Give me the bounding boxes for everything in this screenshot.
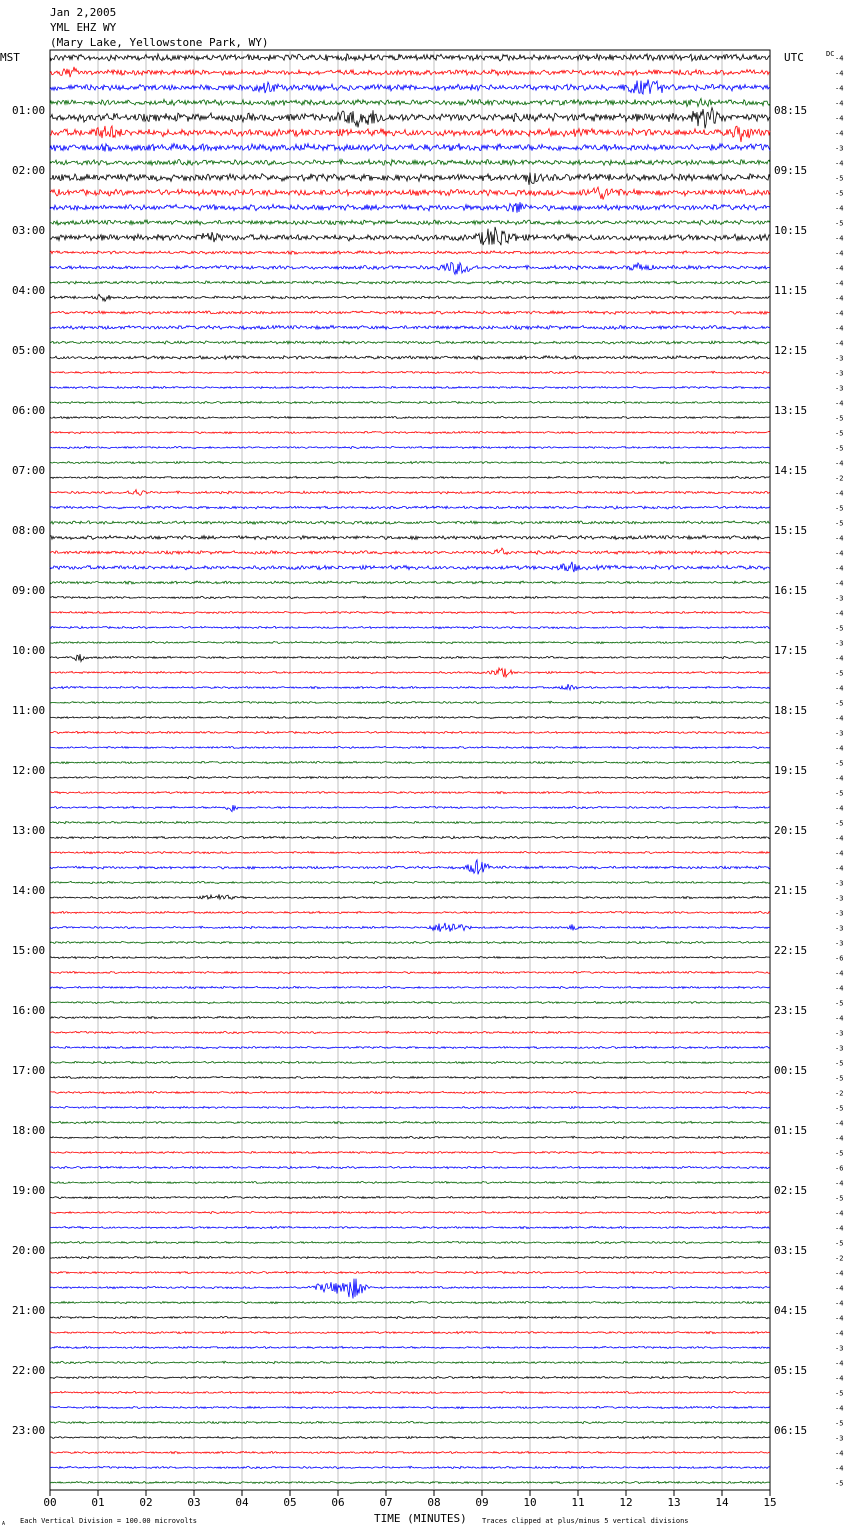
trace-line — [50, 159, 770, 165]
trace-line — [50, 581, 770, 584]
x-tick-label: 11 — [571, 1496, 585, 1509]
dc-offset-label: -5 — [835, 999, 844, 1008]
trace-line — [50, 923, 770, 932]
trace-line — [50, 716, 770, 718]
dc-offset-label: -2 — [835, 474, 844, 483]
trace-line — [50, 562, 770, 572]
dc-offset-label: -4 — [835, 309, 844, 318]
trace-line — [50, 596, 770, 598]
mst-hour-label: 06:00 — [12, 404, 46, 417]
dc-offset-label: -4 — [835, 459, 844, 468]
trace-line — [50, 684, 770, 690]
dc-offset-label: -4 — [835, 654, 844, 663]
dc-offset-label: -4 — [835, 1404, 844, 1413]
trace-line — [50, 911, 770, 913]
dc-offset-label: -4 — [835, 1299, 844, 1308]
dc-label: DC — [826, 50, 835, 58]
trace-line — [50, 1421, 770, 1423]
corner-mark: A — [2, 1521, 6, 1527]
mst-hour-label: 16:00 — [12, 1004, 46, 1017]
mst-hour-label: 13:00 — [12, 824, 46, 837]
trace-line — [50, 1061, 770, 1063]
trace-line — [50, 1301, 770, 1303]
trace-line — [50, 761, 770, 763]
dc-offset-label: -4 — [835, 129, 844, 138]
dc-offset-label: -3 — [835, 639, 844, 648]
trace-line — [50, 1436, 770, 1438]
scale-note: Each Vertical Division = 100.00 microvolts — [20, 1517, 198, 1525]
dc-offset-label: -4 — [835, 1269, 844, 1278]
mst-hour-label: 01:00 — [12, 104, 46, 117]
dc-offset-label: -3 — [835, 924, 844, 933]
mst-hour-label: 18:00 — [12, 1124, 46, 1137]
dc-offset-label: -5 — [835, 504, 844, 513]
trace-line — [50, 791, 770, 793]
dc-offset-label: -2 — [835, 1254, 844, 1263]
dc-offset-label: -5 — [835, 759, 844, 768]
x-tick-label: 07 — [379, 1496, 393, 1509]
dc-offset-label: -3 — [835, 1029, 844, 1038]
dc-offset-label: -5 — [835, 1059, 844, 1068]
trace-line — [50, 1361, 770, 1363]
trace-line — [50, 1031, 770, 1033]
trace-line — [50, 490, 770, 496]
trace-line — [50, 1001, 770, 1003]
dc-offset-label: -3 — [835, 879, 844, 888]
dc-offset-label: -5 — [835, 1149, 844, 1158]
dc-offset-label: -5 — [835, 219, 844, 228]
trace-line — [50, 1346, 770, 1348]
dc-offset-label: -4 — [835, 1134, 844, 1143]
utc-hour-label: 13:15 — [774, 404, 808, 417]
header-block — [50, 6, 269, 49]
mst-hour-label: 17:00 — [12, 1064, 46, 1077]
utc-hour-label: 14:15 — [774, 464, 808, 477]
dc-offset-label: -4 — [835, 69, 844, 78]
header-date: Jan 2,2005 — [50, 6, 117, 19]
dc-offset-label: -4 — [835, 204, 844, 213]
utc-hour-label: 05:15 — [774, 1364, 808, 1377]
dc-offset-label: -4 — [835, 1464, 844, 1473]
x-tick-label: 15 — [763, 1496, 777, 1509]
dc-offset-label: -6 — [835, 1164, 844, 1173]
dc-offset-label: -6 — [835, 954, 844, 963]
dc-offset-label: -4 — [835, 534, 844, 543]
trace-line — [50, 1316, 770, 1318]
trace-line — [50, 416, 770, 418]
dc-offset-label: -4 — [835, 849, 844, 858]
dc-offset-label: -4 — [835, 1014, 844, 1023]
trace-line — [50, 701, 770, 703]
dc-offset-label: -3 — [835, 1434, 844, 1443]
dc-offset-labels — [835, 55, 843, 1488]
trace-line — [50, 956, 770, 958]
x-tick-label: 06 — [331, 1496, 345, 1509]
trace-line — [50, 326, 770, 330]
dc-offset-label: -5 — [835, 429, 844, 438]
trace-line — [50, 776, 770, 778]
dc-offset-label: -5 — [835, 1194, 844, 1203]
dc-offset-label: -4 — [835, 264, 844, 273]
trace-line — [50, 1151, 770, 1153]
trace-line — [50, 446, 770, 448]
dc-offset-label: -3 — [835, 729, 844, 738]
dc-offset-label: -4 — [835, 564, 844, 573]
mst-hour-label: 07:00 — [12, 464, 46, 477]
x-axis-title: TIME (MINUTES) — [374, 1512, 467, 1525]
utc-hour-label: 18:15 — [774, 704, 808, 717]
trace-line — [50, 836, 770, 839]
dc-offset-label: -4 — [835, 114, 844, 123]
utc-hour-label: 02:15 — [774, 1184, 808, 1197]
trace-line — [50, 1466, 770, 1468]
utc-hour-label: 06:15 — [774, 1424, 808, 1437]
dc-offset-label: -4 — [835, 99, 844, 108]
mst-hour-label: 23:00 — [12, 1424, 46, 1437]
trace-line — [50, 1391, 770, 1393]
trace-line — [50, 1181, 770, 1183]
mst-hour-label: 11:00 — [12, 704, 46, 717]
dc-offset-label: -3 — [835, 894, 844, 903]
dc-offset-label: -4 — [835, 489, 844, 498]
trace-line — [50, 1376, 770, 1378]
mst-hour-label: 09:00 — [12, 584, 46, 597]
trace-line — [50, 263, 770, 275]
mst-hour-label: 02:00 — [12, 164, 46, 177]
header-location: (Mary Lake, Yellowstone Park, WY) — [50, 36, 269, 49]
dc-offset-label: -5 — [835, 174, 844, 183]
utc-hour-labels — [774, 104, 807, 1437]
dc-offset-label: -4 — [835, 54, 844, 63]
utc-hour-label: 22:15 — [774, 944, 808, 957]
dc-offset-label: -4 — [835, 714, 844, 723]
x-axis-ticks — [43, 1490, 776, 1509]
dc-offset-label: -4 — [835, 1329, 844, 1338]
utc-hour-label: 04:15 — [774, 1304, 808, 1317]
trace-line — [50, 461, 770, 463]
utc-hour-label: 21:15 — [774, 884, 808, 897]
trace-line — [50, 1091, 770, 1093]
plot-frame — [50, 50, 770, 1490]
trace-line — [50, 202, 770, 213]
dc-offset-label: -4 — [835, 249, 844, 258]
dc-offset-label: -5 — [835, 189, 844, 198]
trace-line — [50, 173, 770, 185]
trace-line — [50, 143, 770, 151]
utc-hour-label: 08:15 — [774, 104, 808, 117]
trace-line — [50, 654, 770, 661]
trace-line — [50, 821, 770, 823]
clip-note: Traces clipped at plus/minus 5 vertical divisions — [482, 1517, 689, 1525]
dc-offset-label: -4 — [835, 234, 844, 243]
seismic-traces — [50, 54, 770, 1484]
x-tick-label: 12 — [619, 1496, 633, 1509]
trace-line — [50, 371, 770, 373]
dc-offset-label: -4 — [835, 969, 844, 978]
trace-line — [50, 80, 770, 95]
trace-line — [50, 536, 770, 540]
mst-hour-label: 19:00 — [12, 1184, 46, 1197]
trace-line — [50, 476, 770, 478]
dc-offset-label: -5 — [835, 624, 844, 633]
trace-line — [50, 227, 770, 245]
trace-line — [50, 1076, 770, 1078]
trace-line — [50, 1016, 770, 1018]
mst-hour-label: 05:00 — [12, 344, 46, 357]
dc-offset-label: -5 — [835, 414, 844, 423]
utc-hour-label: 11:15 — [774, 284, 808, 297]
trace-line — [50, 1406, 770, 1408]
dc-offset-label: -4 — [835, 774, 844, 783]
dc-offset-label: -3 — [835, 369, 844, 378]
utc-hour-label: 03:15 — [774, 1244, 808, 1257]
trace-line — [50, 187, 770, 200]
minute-gridlines — [98, 50, 722, 1490]
utc-hour-label: 19:15 — [774, 764, 808, 777]
trace-line — [50, 668, 770, 677]
x-tick-label: 13 — [667, 1496, 681, 1509]
dc-offset-label: -4 — [835, 1209, 844, 1218]
trace-line — [50, 220, 770, 225]
trace-line — [50, 108, 770, 129]
dc-offset-label: -5 — [835, 1104, 844, 1113]
dc-offset-label: -4 — [835, 864, 844, 873]
dc-offset-label: -5 — [835, 1239, 844, 1248]
utc-hour-label: 12:15 — [774, 344, 808, 357]
dc-offset-label: -5 — [835, 1074, 844, 1083]
dc-offset-label: -4 — [835, 1314, 844, 1323]
x-tick-label: 02 — [139, 1496, 153, 1509]
dc-offset-label: -4 — [835, 684, 844, 693]
dc-offset-label: -5 — [835, 819, 844, 828]
x-tick-label: 09 — [475, 1496, 489, 1509]
trace-line — [50, 1256, 770, 1258]
dc-offset-label: -4 — [835, 324, 844, 333]
trace-line — [50, 626, 770, 628]
mst-hour-labels — [12, 104, 45, 1437]
dc-offset-label: -4 — [835, 609, 844, 618]
dc-offset-label: -4 — [835, 1119, 844, 1128]
dc-offset-label: -3 — [835, 354, 844, 363]
utc-hour-label: 10:15 — [774, 224, 808, 237]
trace-line — [50, 311, 770, 314]
utc-hour-label: 01:15 — [774, 1124, 808, 1137]
dc-offset-label: -4 — [835, 804, 844, 813]
x-tick-label: 03 — [187, 1496, 201, 1509]
trace-line — [50, 1279, 770, 1299]
dc-offset-label: -3 — [835, 939, 844, 948]
trace-line — [50, 431, 770, 433]
trace-line — [50, 341, 770, 344]
dc-offset-label: -4 — [835, 159, 844, 168]
dc-offset-label: -3 — [835, 909, 844, 918]
dc-offset-label: -2 — [835, 1089, 844, 1098]
trace-line — [50, 971, 770, 973]
utc-hour-label: 16:15 — [774, 584, 808, 597]
trace-line — [50, 1271, 770, 1273]
dc-offset-label: -4 — [835, 1449, 844, 1458]
trace-line — [50, 1241, 770, 1243]
dc-offset-label: -3 — [835, 144, 844, 153]
trace-line — [50, 731, 770, 733]
trace-line — [50, 401, 770, 403]
dc-offset-label: -4 — [835, 1224, 844, 1233]
x-tick-label: 10 — [523, 1496, 537, 1509]
dc-offset-label: -3 — [835, 384, 844, 393]
mst-hour-label: 22:00 — [12, 1364, 46, 1377]
header-station: YML EHZ WY — [50, 21, 117, 34]
trace-line — [50, 1121, 770, 1123]
mst-hour-label: 03:00 — [12, 224, 46, 237]
dc-offset-label: -5 — [835, 1479, 844, 1488]
dc-offset-label: -4 — [835, 1359, 844, 1368]
trace-line — [50, 894, 770, 899]
utc-hour-label: 15:15 — [774, 524, 808, 537]
dc-offset-label: -4 — [835, 279, 844, 288]
trace-line — [50, 941, 770, 943]
trace-line — [50, 851, 770, 853]
trace-line — [50, 356, 770, 360]
dc-offset-label: -5 — [835, 1419, 844, 1428]
trace-line — [50, 521, 770, 524]
mst-hour-label: 14:00 — [12, 884, 46, 897]
dc-offset-label: -4 — [835, 549, 844, 558]
dc-offset-label: -4 — [835, 579, 844, 588]
trace-line — [50, 1331, 770, 1333]
trace-line — [50, 54, 770, 61]
x-tick-label: 08 — [427, 1496, 441, 1509]
mst-hour-label: 20:00 — [12, 1244, 46, 1257]
x-tick-label: 01 — [91, 1496, 105, 1509]
dc-offset-label: -4 — [835, 1179, 844, 1188]
utc-hour-label: 20:15 — [774, 824, 808, 837]
utc-hour-label: 17:15 — [774, 644, 808, 657]
mst-hour-label: 21:00 — [12, 1304, 46, 1317]
dc-offset-label: -4 — [835, 84, 844, 93]
trace-line — [50, 1451, 770, 1453]
dc-offset-label: -5 — [835, 1389, 844, 1398]
trace-line — [50, 126, 770, 142]
mst-hour-label: 15:00 — [12, 944, 46, 957]
trace-line — [50, 294, 770, 301]
trace-line — [50, 506, 770, 509]
dc-offset-label: -5 — [835, 789, 844, 798]
dc-offset-label: -5 — [835, 444, 844, 453]
dc-offset-label: -5 — [835, 699, 844, 708]
mst-hour-label: 12:00 — [12, 764, 46, 777]
trace-line — [50, 386, 770, 388]
x-tick-label: 05 — [283, 1496, 297, 1509]
right-timezone-label: UTC — [784, 51, 804, 64]
utc-hour-label: 00:15 — [774, 1064, 808, 1077]
dc-offset-label: -5 — [835, 669, 844, 678]
trace-line — [50, 1046, 770, 1048]
trace-line — [50, 1166, 770, 1168]
dc-offset-label: -4 — [835, 1284, 844, 1293]
trace-line — [50, 548, 770, 554]
trace-line — [50, 1136, 770, 1138]
trace-line — [50, 1211, 770, 1213]
dc-offset-label: -3 — [835, 1344, 844, 1353]
dc-offset-label: -4 — [835, 339, 844, 348]
mst-hour-label: 04:00 — [12, 284, 46, 297]
trace-line — [50, 1196, 770, 1198]
trace-line — [50, 1481, 770, 1483]
trace-line — [50, 251, 770, 254]
dc-offset-label: -5 — [835, 519, 844, 528]
trace-line — [50, 1106, 770, 1108]
dc-offset-label: -3 — [835, 594, 844, 603]
utc-hour-label: 23:15 — [774, 1004, 808, 1017]
trace-line — [50, 641, 770, 643]
x-tick-label: 00 — [43, 1496, 57, 1509]
trace-line — [50, 746, 770, 748]
trace-line — [50, 99, 770, 107]
left-timezone-label: MST — [0, 51, 20, 64]
dc-offset-label: -4 — [835, 1374, 844, 1383]
dc-offset-label: -4 — [835, 984, 844, 993]
x-tick-label: 04 — [235, 1496, 249, 1509]
mst-hour-label: 10:00 — [12, 644, 46, 657]
trace-line — [50, 1226, 770, 1228]
trace-line — [50, 67, 770, 77]
dc-offset-label: -4 — [835, 294, 844, 303]
dc-offset-label: -3 — [835, 1044, 844, 1053]
dc-offset-label: -4 — [835, 399, 844, 408]
dc-offset-label: -4 — [835, 834, 844, 843]
trace-line — [50, 881, 770, 883]
mst-hour-label: 08:00 — [12, 524, 46, 537]
trace-line — [50, 805, 770, 812]
trace-line — [50, 611, 770, 613]
trace-line — [50, 860, 770, 875]
utc-hour-label: 09:15 — [774, 164, 808, 177]
trace-line — [50, 986, 770, 988]
dc-offset-label: -4 — [835, 744, 844, 753]
x-tick-label: 14 — [715, 1496, 729, 1509]
trace-line — [50, 281, 770, 284]
